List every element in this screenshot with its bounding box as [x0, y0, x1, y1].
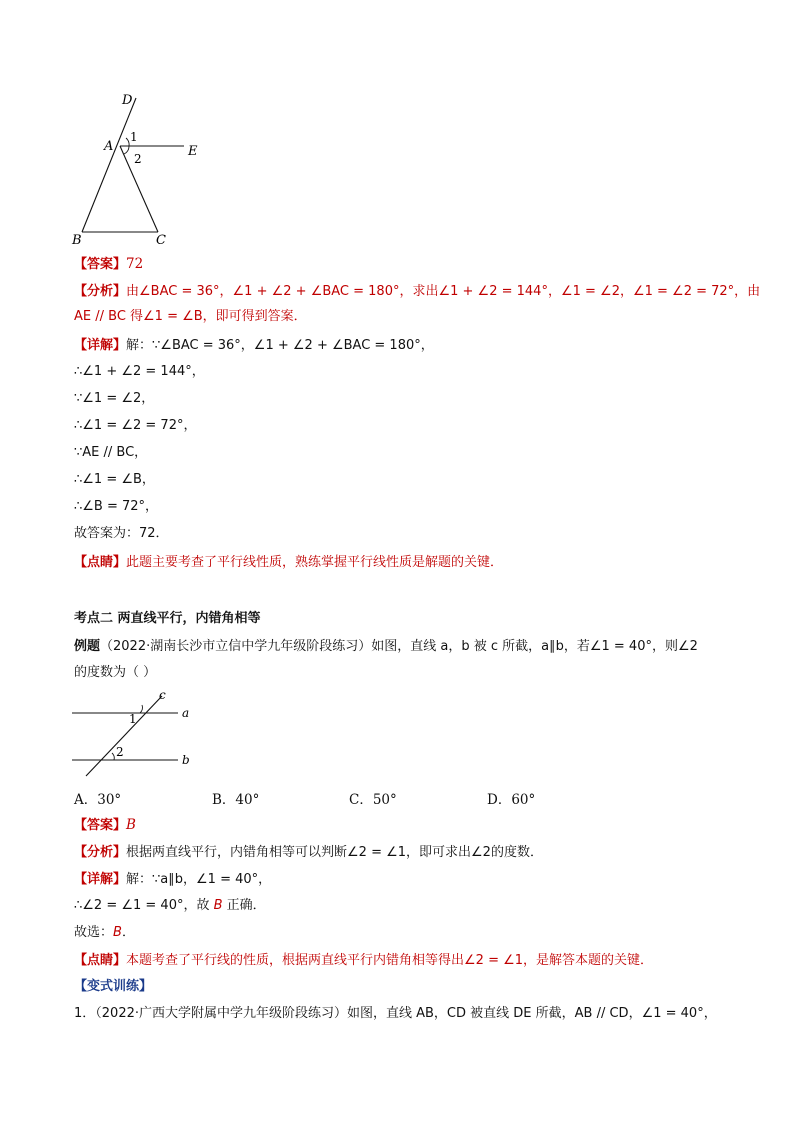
detail-line-7: 故答案为：72．	[74, 526, 169, 541]
answer2-line	[74, 816, 136, 835]
answer-line	[74, 255, 143, 274]
comment2-text: 本题考查了平行线的性质，根据两直线平行内错角相等得出∠2 = ∠1，是解答本题的关键．	[126, 953, 654, 968]
variant-tag: 【变式训练】	[74, 979, 153, 994]
detail2-text-2-pre: ∴∠2 = ∠1 = 40°，故	[74, 898, 214, 913]
variant-heading	[74, 977, 152, 996]
analysis2-line	[74, 843, 543, 862]
detail-line-2: ∵∠1 = ∠2，	[74, 391, 155, 406]
detail-line-5: ∴∠1 = ∠B，	[74, 472, 155, 487]
triangle-figure	[70, 90, 210, 250]
parallel-lines-figure	[70, 688, 200, 780]
choose-red: B	[113, 925, 122, 940]
detail2-tag: 【详解】	[74, 872, 127, 887]
choose-post: ．	[121, 925, 135, 940]
detail2-line-2	[74, 897, 266, 915]
label-a: A	[104, 139, 114, 154]
detail-tag: 【详解】	[74, 338, 127, 353]
label-angle-1: 1	[130, 130, 138, 144]
label-line-c: c	[159, 688, 166, 702]
label-b: B	[72, 233, 82, 248]
example-text-1: （2022·湖南长沙市立信中学九年级阶段练习）如图，直线 a，b 被 c 所截，a∥b，若∠1 = 40°，则∠2	[100, 639, 698, 654]
answer-value: 72	[126, 256, 144, 272]
answer2-tag: 【答案】	[74, 818, 127, 833]
variant-question-1: 1．（2022·广西大学附属中学九年级阶段练习）如图，直线 AB，CD 被直线 DE 所截，AB // CD，∠1 = 40°，	[74, 1006, 717, 1021]
detail-line-3: ∴∠1 = ∠2 = 72°，	[74, 418, 197, 433]
analysis-line-2: AE // BC 得∠1 = ∠B，即可得到答案．	[74, 309, 307, 324]
answer2-value: B	[126, 817, 136, 833]
label-e: E	[188, 144, 198, 159]
analysis-tag: 【分析】	[74, 284, 127, 299]
detail-line-6: ∴∠B = 72°，	[74, 499, 159, 514]
label-angle-2: 2	[134, 152, 142, 166]
option-d: D．60°	[487, 792, 536, 808]
detail2-text-2-red: B	[213, 898, 223, 913]
comment2-line	[74, 951, 653, 970]
comment-tag: 【点睛】	[74, 555, 127, 570]
comment-text: 此题主要考查了平行线性质，熟练掌握平行线性质是解题的关键．	[126, 555, 504, 570]
option-a: A．30°	[74, 792, 122, 808]
section-heading: 考点二 两直线平行，内错角相等	[74, 611, 261, 626]
label-c: C	[156, 233, 166, 248]
choose-pre: 故选：	[74, 925, 114, 940]
detail-text-0: 解：∵∠BAC = 36°，∠1 + ∠2 + ∠BAC = 180°，	[126, 338, 434, 353]
analysis-text-1: 由∠BAC = 36°，∠1 + ∠2 + ∠BAC = 180°，求出∠1 + ∠2 = 144°，∠1 = ∠2，∠1 = ∠2 = 72°，由	[126, 284, 761, 299]
option-b: B．40°	[212, 792, 260, 808]
example-line-1	[74, 637, 698, 656]
option-c: C．50°	[349, 792, 397, 808]
detail-line-1: ∴∠1 + ∠2 = 144°，	[74, 364, 205, 379]
detail-line-4: ∵AE // BC，	[74, 445, 148, 460]
answer-tag: 【答案】	[74, 257, 127, 272]
detail2-text-1: 解：∵a∥b，∠1 = 40°，	[126, 872, 272, 887]
example-label: 例题	[74, 639, 101, 654]
choose-line	[74, 924, 135, 942]
analysis2-tag: 【分析】	[74, 845, 127, 860]
comment-line	[74, 553, 503, 572]
example-line-2: 的度数为（ ）	[74, 665, 157, 680]
analysis-line-1	[74, 282, 760, 301]
label-line-b: b	[182, 753, 190, 767]
analysis2-text: 根据两直线平行，内错角相等可以判断∠2 = ∠1，即可求出∠2的度数．	[126, 845, 543, 860]
label-line-a: a	[182, 706, 190, 720]
detail-line-0	[74, 336, 434, 355]
comment2-tag: 【点睛】	[74, 953, 127, 968]
label-d: D	[122, 93, 133, 108]
detail2-text-2-post: 正确．	[222, 898, 266, 913]
label-angle-2b: 2	[116, 745, 124, 759]
label-angle-1b: 1	[129, 712, 137, 726]
detail2-line-1	[74, 870, 271, 889]
